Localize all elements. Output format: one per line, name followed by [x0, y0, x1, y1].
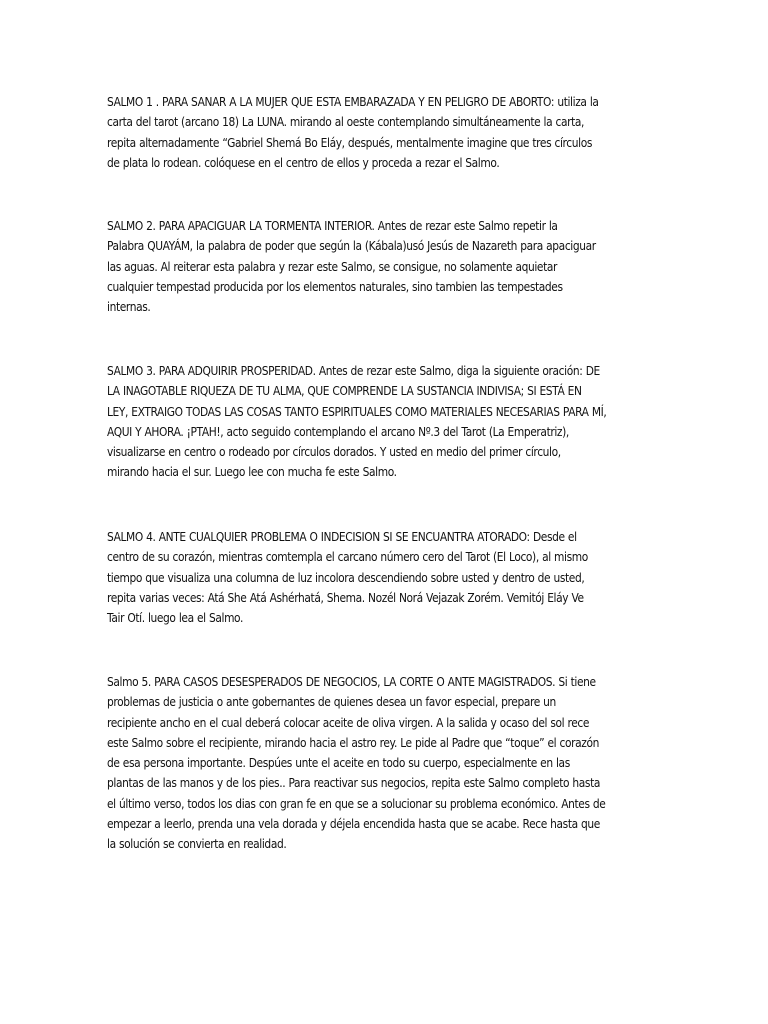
text-line: tiempo que visualiza una columna de luz incolora descendiendo sobre usted y dentro de usted, [107, 569, 585, 585]
text-line: las aguas. Al reiterar esta palabra y rezar este Salmo, se consigue, no solamente aquietar [107, 258, 558, 274]
text-line: plantas de las manos y de los pies.. Para reactivar sus negocios, repita este Salmo completo hasta [107, 775, 601, 791]
text-line: Palabra QUAYÁM, la palabra de poder que según la (Kábala)usó Jesús de Nazareth para apaciguar [107, 238, 596, 254]
text-line: SALMO 1 . PARA SANAR A LA MUJER QUE ESTA EMBARAZADA Y EN PELIGRO DE ABORTO: utiliza la [107, 94, 599, 109]
text-line: internas. [107, 299, 151, 315]
text-line: problemas de justicia o ante gobernantes de quienes desea un favor especial, prepare un [107, 694, 556, 710]
text-line: Salmo 5. PARA CASOS DESESPERADOS DE NEGOCIOS, LA CORTE O ANTE MAGISTRADOS. Si tiene [107, 674, 596, 689]
text-line: repita alternadamente “Gabriel Shemá Bo Eláy, después, mentalmente imagine que tres círculos [107, 134, 593, 150]
text-line: LA INAGOTABLE RIQUEZA DE TU ALMA, QUE COMPRENDE LA SUSTANCIA INDIVISA; SI ESTÁ EN [107, 383, 582, 399]
text-line: visualizarse en centro o rodeado por círculos dorados. Y usted en medio del primer círculo, [107, 444, 561, 460]
salmo-3-paragraph [107, 361, 607, 483]
text-line: de esa persona importante. Despúes unte el aceite en todo su cuerpo, especialmente en las [107, 755, 570, 771]
text-line: SALMO 4. ANTE CUALQUIER PROBLEMA O INDECISION SI SE ENCUANTRA ATORADO: Desde el [107, 529, 577, 544]
salmo-4-paragraph [107, 527, 589, 628]
text-line: LEY, EXTRAIGO TODAS LAS COSAS TANTO ESPIRITUALES COMO MATERIALES NECESARIAS PARA MÍ, [107, 403, 607, 419]
text-line: SALMO 3. PARA ADQUIRIR PROSPERIDAD. Antes de rezar este Salmo, diga la siguiente oración: DE [107, 363, 600, 378]
salmo-5-paragraph [107, 672, 606, 855]
salmo-1-paragraph [107, 92, 599, 173]
text-line: AQUI Y AHORA. ¡PTAH!, acto seguido contemplando el arcano Nº.3 del Tarot (La Emperatriz), [107, 423, 569, 439]
text-line: empezar a leerlo, prenda una vela dorada y déjela encendida hasta que se acabe. Rece hasta que [107, 816, 600, 832]
text-line: carta del tarot (arcano 18) La LUNA. mirando al oeste contemplando simultáneamente la carta, [107, 114, 585, 130]
text-line: cualquier tempestad producida por los elementos naturales, sino tambien las tempestades [107, 278, 563, 294]
text-line: SALMO 2. PARA APACIGUAR LA TORMENTA INTERIOR. Antes de rezar este Salmo repetir la [107, 218, 558, 233]
text-line: centro de su corazón, mientras comtempla el carcano número cero del Tarot (El Loco), al mismo [107, 549, 588, 565]
text-line: el último verso, todos los dias con gran fe en que se a solucionar su problema económico. Antes de [107, 795, 606, 811]
salmo-2-paragraph [107, 216, 596, 317]
text-line: la solución se convierta en realidad. [107, 836, 287, 852]
text-line: recipiente ancho en el cual deberá colocar aceite de oliva virgen. A la salida y ocaso del sol rece [107, 714, 590, 730]
text-line: mirando hacia el sur. Luego lee con mucha fe este Salmo. [107, 464, 397, 480]
text-line: de plata lo rodean. colóquese en el centro de ellos y proceda a rezar el Salmo. [107, 154, 500, 170]
text-line: este Salmo sobre el recipiente, mirando hacia el astro rey. Le pide al Padre que “toque” el corazón [107, 734, 599, 750]
text-line: repita varias veces: Atá She Atá Ashérhatá, Shema. Nozél Norá Vejazak Zorém. Vemitój Eláy Ve [107, 589, 584, 605]
text-line: Tair Otí. luego lea el Salmo. [107, 610, 244, 626]
